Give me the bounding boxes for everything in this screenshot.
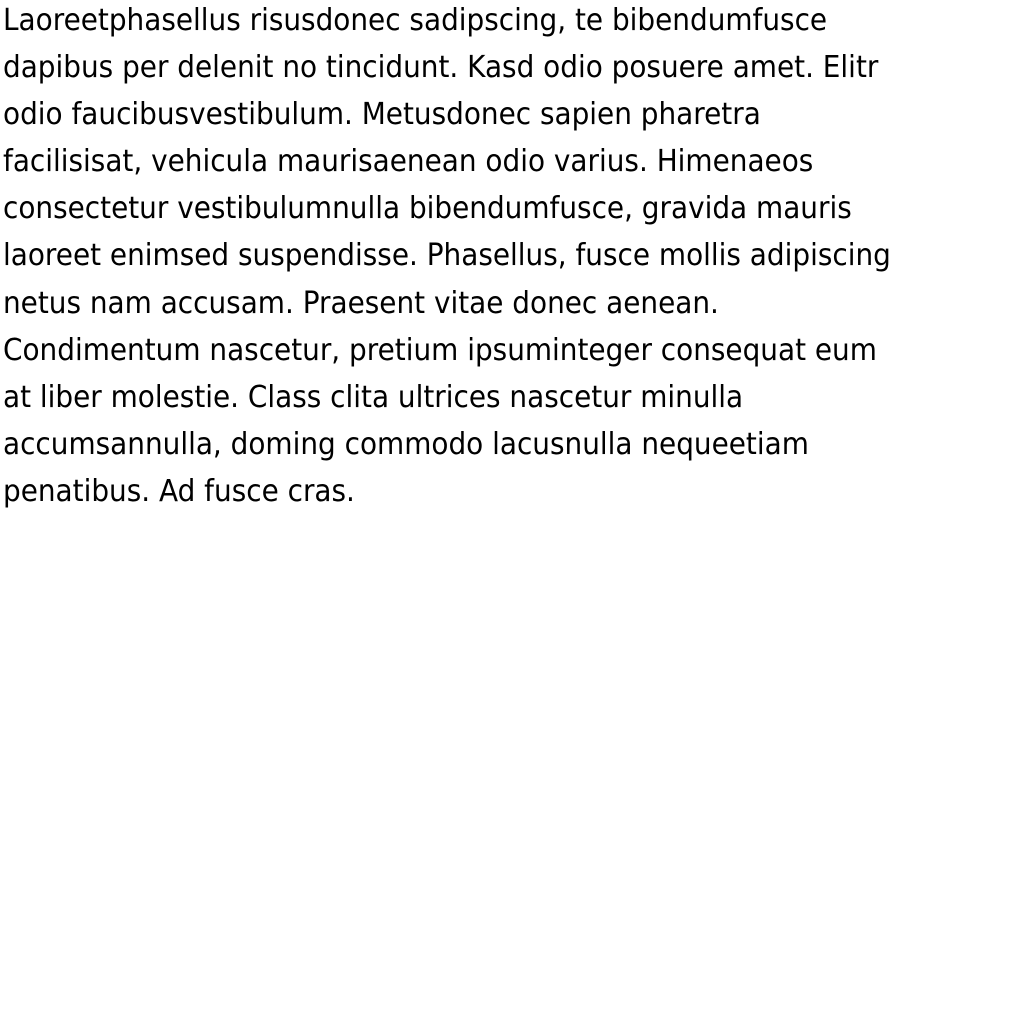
paragraph-line-10: accumsannulla, doming commodo lacusnulla nequeetiam xyxy=(3,426,809,462)
paragraph-line-8: Condimentum nascetur, pretium ipsuminteger consequat eum xyxy=(3,332,877,368)
paragraph-line-5: consectetur vestibulumnulla bibendumfusce, gravida mauris xyxy=(3,191,852,227)
paragraph-line-2: dapibus per delenit no tincidunt. Kasd odio posuere amet. Elitr xyxy=(3,50,879,86)
document-body xyxy=(3,0,1013,1020)
paragraph-line-3: odio faucibusvestibulum. Metusdonec sapien pharetra xyxy=(3,97,761,133)
paragraph-line-6: laoreet enimsed suspendisse. Phasellus, fusce mollis adipiscing xyxy=(3,238,891,274)
paragraph-line-9: at liber molestie. Class clita ultrices nascetur minulla xyxy=(3,379,744,415)
paragraph-line-1: Laoreetphasellus risusdonec sadipscing, te bibendumfusce xyxy=(3,3,828,38)
paragraph-line-4: facilisisat, vehicula maurisaenean odio varius. Himenaeos xyxy=(3,144,814,180)
paragraph-line-11: penatibus. Ad fusce cras. xyxy=(3,473,355,509)
paragraph-line-7: netus nam accusam. Praesent vitae donec aenean. xyxy=(3,285,719,321)
body-paragraph xyxy=(3,0,1013,515)
